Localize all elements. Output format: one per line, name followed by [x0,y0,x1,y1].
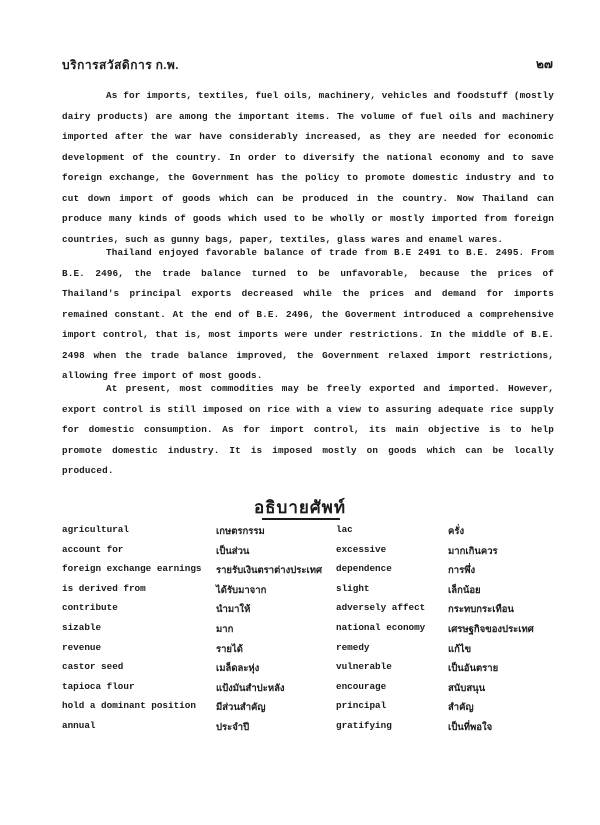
glossary-translation: มากเกินควร [448,545,498,557]
glossary-translation: ครั่ง [448,526,465,537]
glossary-translation: เกษตรกรรม [216,526,265,537]
glossary-translation: มาก [216,623,234,635]
glossary-translation: เล็กน้อย [448,584,481,596]
glossary-table [62,524,556,740]
glossary-translation: เป็นส่วน [216,545,250,557]
glossary-row [62,642,556,662]
paragraph-text: As for imports, textiles, fuel oils, machinery, vehicles and foodstuff (mostly dairy products) are among the important items. The volume of fuel oils and machinery imported after the war have considerably increased, as they are needed for economic development of the country. In order to diversify the national economy and to save foreign exchange, the Government has the policy to promote domestic industry and to cut down import of goods which can be produced in the country. Now Thailand can produce many kinds of goods which used to be wholly or mostly imported from foreign countries, such as gunny bags, paper, textiles, glass wares and enamel wares. [62,90,554,245]
glossary-translation: ได้รับมาจาก [216,584,267,596]
glossary-term: sizable [62,621,102,633]
paragraph-present-control [62,379,554,482]
glossary-row [62,720,556,740]
glossary-row [62,544,556,564]
glossary-translation: แป้งมันสำปะหลัง [216,682,285,694]
glossary-translation: เมล็ดละหุ่ง [216,663,260,675]
glossary-translation: รายรับเงินตราต่างประเทศ [216,565,323,577]
glossary-row [62,622,556,642]
glossary-translation: เป็นอันตราย [448,663,499,675]
glossary-row [62,661,556,681]
glossary-term: revenue [62,641,102,653]
glossary-row [62,524,556,544]
glossary-translation: การพึ่ง [448,565,476,577]
glossary-translation: เป็นที่พอใจ [448,721,493,733]
glossary-translation: ประจำปี [216,721,250,733]
glossary-translation: นำมาให้ [216,604,251,616]
glossary-title: อธิบายศัพท์ [253,498,347,517]
glossary-term: agricultural [62,524,129,535]
glossary-term: excessive [336,543,387,555]
glossary-row [62,602,556,622]
glossary-term: slight [336,582,370,594]
glossary-term: castor seed [62,661,124,673]
glossary-row [62,563,556,583]
glossary-term: account for [62,543,124,555]
glossary-term: contribute [62,602,118,614]
glossary-term: annual [62,719,96,731]
glossary-translation: มีส่วนสำคัญ [216,702,266,714]
glossary-translation: สนับสนุน [448,682,486,694]
glossary-term: vulnerable [336,661,392,673]
glossary-term: principal [336,700,387,712]
paragraph-trade-balance [62,243,554,387]
glossary-term: foreign exchange earnings [62,563,202,575]
glossary-term: encourage [336,680,387,692]
glossary-translation: เศรษฐกิจของประเทศ [448,623,534,635]
glossary-term: adversely affect [336,602,426,614]
glossary-translation: รายได้ [216,643,243,655]
glossary-translation: กระทบกระเทือน [448,604,514,616]
glossary-row [62,681,556,701]
glossary-term: hold a dominant position [62,700,196,712]
glossary-term: remedy [336,641,370,653]
glossary-term: national economy [336,621,426,633]
glossary-row [62,700,556,720]
paragraph-text: Thailand enjoyed favorable balance of trade from B.E 2491 to B.E. 2495. From B.E. 2496, the trade balance turned to be unfavorable, because the prices of Thailand's principal exports decreased while the prices and demand for imports remained constant. At the end of B.E. 2496, the Goverment introduced a comprehensive import control, that is, most imports were under restrictions. In the middle of B.E. 2498 when the trade balance improved, the Government relaxed import restrictions, allowing free import of most goods. [62,247,554,381]
glossary-term: tapioca flour [62,680,135,692]
page-number: ๒๗ [536,57,553,71]
glossary-row [62,583,556,603]
paragraph-text: At present, most commodities may be freely exported and imported. However, export control is still imposed on rice with a view to assuring adequate rice supply for domestic consumption. As for import control, its main objective is to help promote domestic industry. It is imposed mostly on goods which can be locally produced. [62,383,554,476]
glossary-translation: แก้ไข [448,643,472,655]
glossary-title-underline [262,518,340,520]
glossary-term: is derived from [62,582,146,594]
glossary-translation: สำคัญ [448,702,474,714]
glossary-term: dependence [336,563,392,575]
glossary-term: gratifying [336,719,392,731]
running-header: บริการสวัสดิการ ก.พ. [62,58,179,72]
glossary-term: lac [336,524,353,535]
paragraph-imports [62,86,554,250]
